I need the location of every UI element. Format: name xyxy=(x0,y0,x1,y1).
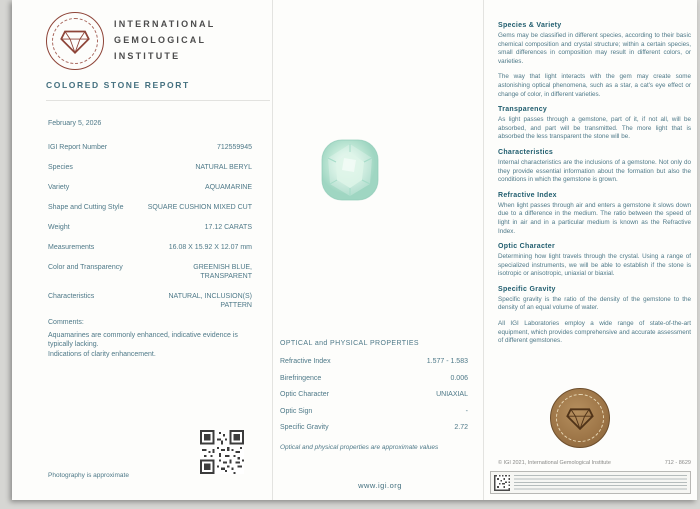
section-heading: Specific Gravity xyxy=(498,285,556,293)
prop-value: 2.72 xyxy=(454,424,468,431)
education-column xyxy=(498,22,691,353)
fold-line-right xyxy=(483,0,484,500)
section-paragraph: The way that light interacts with the gem may create some astonishing optical phenomena, such as a star, a cat's eye effect or change of color, in different varieties. xyxy=(498,73,691,98)
aquamarine-gem-image xyxy=(320,138,380,202)
fine-print-lines xyxy=(514,475,687,490)
field-label: Variety xyxy=(48,184,70,191)
prop-label: Refractive Index xyxy=(280,358,331,365)
field-label: Shape and Cutting Style xyxy=(48,204,124,211)
section-heading: Optic Character xyxy=(498,243,556,251)
field-row-color xyxy=(48,263,252,281)
section-refractive-index xyxy=(498,192,691,236)
header-divider xyxy=(46,100,270,101)
field-value: AQUAMARINE xyxy=(204,184,252,191)
comments-line: Indications of clarity enhancement. xyxy=(48,350,156,358)
field-label: Color and Transparency xyxy=(48,264,123,271)
section-paragraph: Internal characteristics are the inclusions of a gemstone. Not only do they provide essential information about the formation but also the conditions in which the gemstone is grown. xyxy=(498,158,691,184)
optical-properties xyxy=(280,340,468,441)
seal-ring xyxy=(556,394,604,442)
prop-value: UNIAXIAL xyxy=(436,391,468,398)
field-value: GREENISH BLUE, TRANSPARENT xyxy=(193,264,252,280)
prop-label: Optic Character xyxy=(280,391,330,398)
section-paragraph: Gems may be classified in different species, according to their basic chemical composition and crystal structure; within a certain species, small differences in composition may result in different colors, or varieties. xyxy=(498,32,691,65)
igi-embossed-seal xyxy=(550,388,610,448)
properties-note: Optical and physical properties are approximate values xyxy=(280,444,439,451)
field-value: NATURAL, INCLUSION(S) PATTERN xyxy=(168,293,252,309)
copyright-text: © IGI 2021, International Gemological Institute xyxy=(498,460,611,466)
field-label: Measurements xyxy=(48,244,95,251)
field-row-weight xyxy=(48,223,252,232)
closing-paragraph: All IGI Laboratories employ a wide range of state-of-the-art equipment, which provides comprehensive and accurate assessment of different gemstones. xyxy=(498,320,691,345)
section-heading: Species & Variety xyxy=(498,22,562,29)
disclaimer-strip xyxy=(490,471,691,494)
prop-value: 1.577 - 1.583 xyxy=(426,358,468,365)
report-date: February 5, 2026 xyxy=(48,120,102,127)
field-label: Characteristics xyxy=(48,293,95,300)
section-transparency xyxy=(498,106,691,142)
field-label: Weight xyxy=(48,224,70,231)
igi-logo-ring xyxy=(52,18,98,64)
comments-block xyxy=(48,318,256,359)
photography-note: Photography is approximate xyxy=(48,472,129,479)
section-species-variety xyxy=(498,22,691,99)
field-label: Species xyxy=(48,164,73,171)
section-heading: Transparency xyxy=(498,106,548,114)
prop-row-specific-gravity xyxy=(280,424,468,432)
field-row-characteristics xyxy=(48,292,252,310)
field-row-species xyxy=(48,163,252,172)
field-value: SQUARE CUSHION MIXED CUT xyxy=(147,204,252,211)
prop-value: 0.006 xyxy=(450,374,468,382)
field-value: 712559945 xyxy=(216,144,252,151)
section-paragraph: Specific gravity is the ratio of the density of the gemstone to the density of an equal volume of water. xyxy=(498,295,691,312)
igi-logo xyxy=(46,12,104,70)
prop-row-birefringence xyxy=(280,375,468,383)
comments-line: Aquamarines are commonly enhanced, indicative evidence is typically lacking. xyxy=(48,331,238,348)
qr-code-icon xyxy=(200,430,244,474)
prop-row-refractive-index xyxy=(280,358,468,366)
field-value: NATURAL BERYL xyxy=(195,164,252,171)
field-row-measurements xyxy=(48,243,252,252)
field-value: 17.12 CARATS xyxy=(204,224,252,231)
field-row-report-number xyxy=(48,143,252,152)
section-paragraph: Determining how light travels through the crystal. Using a range of specialized instruments, we will be able to establish if the stone is isotropic or anisotropic, uniaxial or biaxial. xyxy=(498,253,691,278)
field-value: 16.08 X 15.92 X 12.07 mm xyxy=(168,244,252,251)
datamatrix-icon xyxy=(494,475,510,491)
section-optic-character xyxy=(498,243,691,279)
comments-label: Comments: xyxy=(48,319,84,326)
field-row-shape xyxy=(48,203,252,212)
website-link[interactable]: www.igi.org xyxy=(358,481,402,490)
report-fields xyxy=(48,143,252,321)
section-paragraph: As light passes through a gemstone, part of it, if not all, will be absorbed, and part will be transmitted. The more light that is absorbed the less transparent the stone will be. xyxy=(498,116,691,141)
certificate-paper xyxy=(12,0,697,500)
prop-label: Optic Sign xyxy=(280,407,313,415)
section-characteristics xyxy=(498,149,691,185)
prop-label: Specific Gravity xyxy=(280,424,329,431)
org-name-line: INSTITUTE xyxy=(114,51,181,61)
fold-line-left xyxy=(272,0,273,500)
org-name xyxy=(114,16,215,64)
section-heading: Refractive Index xyxy=(498,191,557,199)
prop-row-optic-character xyxy=(280,391,468,399)
section-paragraph: When light passes through air and enters a gemstone it slows down due to a difference in the medium. The ratio between the speed of light in air and in a particular medium is known as the Refractive Index. xyxy=(498,201,691,235)
copyright-row xyxy=(498,460,691,466)
document-number: 712 - 8629 xyxy=(664,460,691,466)
org-name-line: GEMOLOGICAL xyxy=(114,35,207,45)
field-label: IGI Report Number xyxy=(48,144,108,151)
section-specific-gravity xyxy=(498,286,691,346)
prop-label: Birefringence xyxy=(280,374,322,382)
field-row-variety xyxy=(48,183,252,192)
section-heading: Characteristics xyxy=(498,148,554,156)
gemstone-photo xyxy=(320,138,380,202)
report-title: COLORED STONE REPORT xyxy=(46,80,190,90)
prop-value: - xyxy=(465,407,468,415)
org-name-line: INTERNATIONAL xyxy=(114,19,216,29)
optical-properties-title: OPTICAL and PHYSICAL PROPERTIES xyxy=(280,340,419,347)
prop-row-optic-sign xyxy=(280,408,468,416)
